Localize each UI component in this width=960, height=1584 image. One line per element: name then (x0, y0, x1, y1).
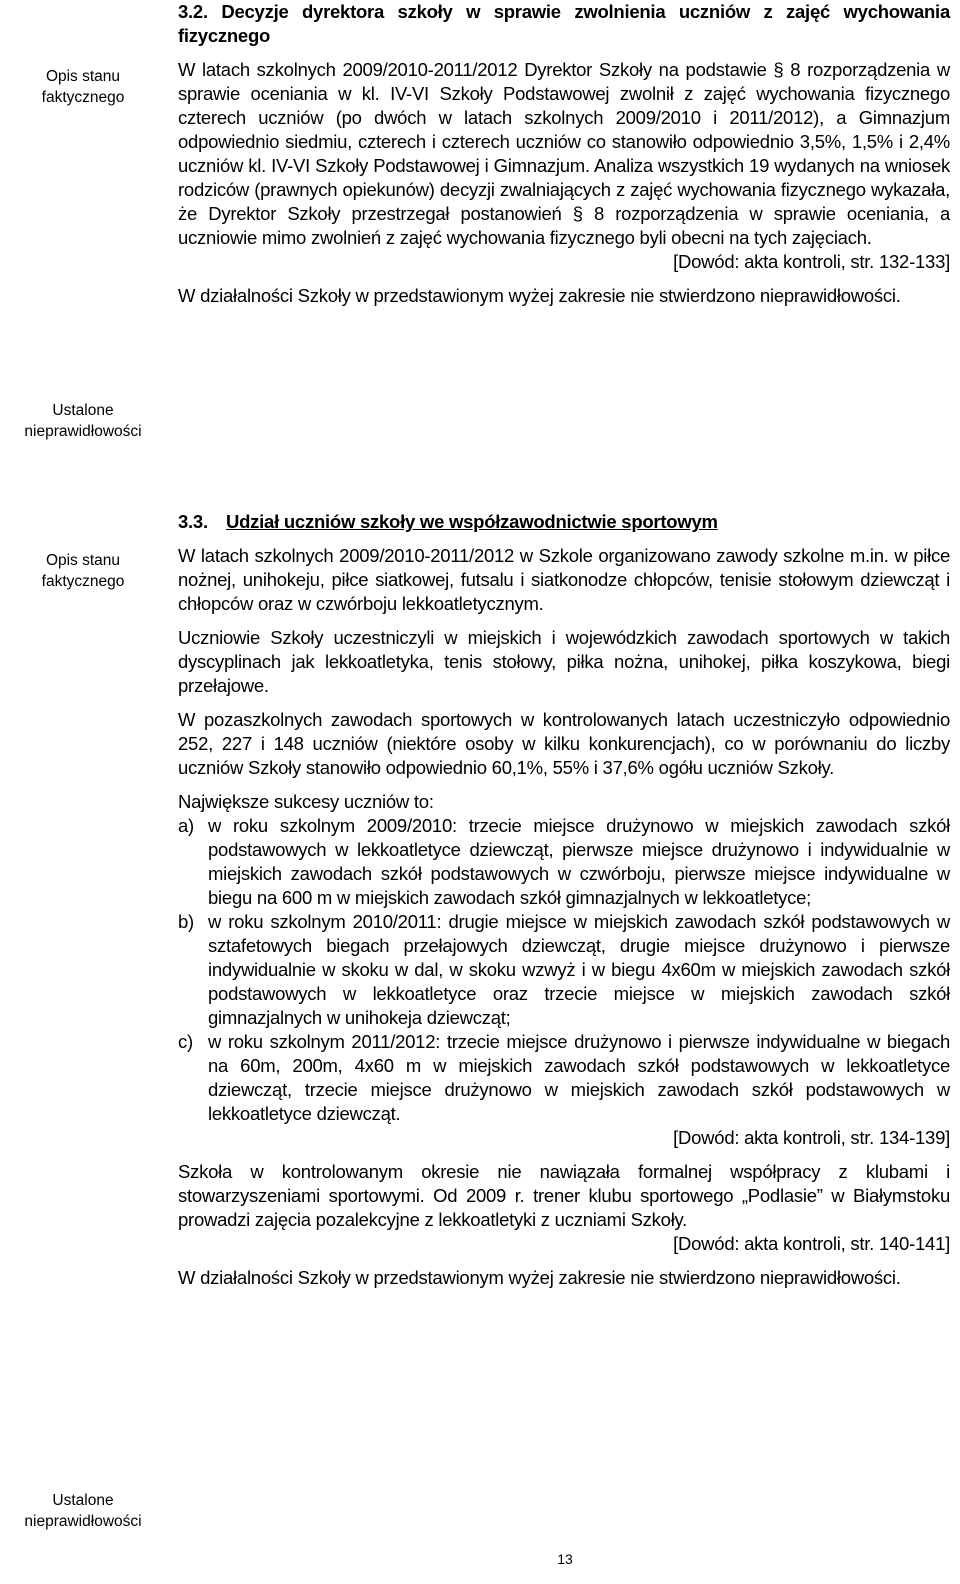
list-item (178, 1030, 950, 1126)
section-3-2 (178, 0, 950, 308)
paragraph: Szkoła w kontrolowanym okresie nie nawiązała formalnej współpracy z klubami i stowarzyszeniami sportowymi. Od 2009 r. trener klubu sportowego „Podlasie” w Białymstoku prowadzi zajęcia pozalekcyjne z lekkoatletyki z uczniami Szkoły. (178, 1161, 950, 1230)
section-heading (178, 0, 950, 48)
list-item-text: w roku szkolnym 2011/2012: trzecie miejsce drużynowo i pierwsze indywidualne w biegach na 60m, 200m, 4x60 m w miejskich zawodach szkół podstawowych w lekkoatletyce dziewcząt, trzecie miejsce drużynowo w miejskich zawodach szkół podstawowych w lekkoatletyce dziewcząt. (208, 1031, 950, 1124)
section-number: 3.3. (178, 511, 208, 532)
paragraph: W latach szkolnych 2009/2010-2011/2012 w Szkole organizowano zawody szkolne m.in. w piłce nożnej, unihokeju, piłce siatkowej, futsalu i siatkonodze chłopców, tenisie stołowym dziewcząt i chłopców oraz w czwórboju lekkoatletycznym. (178, 545, 950, 614)
margin-label-line: faktycznego (41, 89, 125, 106)
margin-label-line: Ustalone (52, 402, 114, 419)
paragraph: W latach szkolnych 2009/2010-2011/2012 Dyrektor Szkoły na podstawie § 8 rozporządzenia w sprawie oceniania w kl. IV-VI Szkoły Podstawowej zwolnił z zajęć wychowania fizycznego czterech uczniów (po dwóch w latach szkolnych 2009/2010 i 2011/2012), a Gimnazjum odpowiednio siedmiu, czterech i czterech uczniów co stanowiło odpowiednio 3,5%, 1,5% i 2,4% uczniów kl. IV-VI Szkoły Podstawowej i Gimnazjum. Analiza wszystkich 19 wydanych na wniosek rodziców (prawnych opiekunów) decyzji zwalniających z zajęć wychowania fizycznego wykazała, że Dyrektor Szkoły przestrzegał postanowień § 8 rozporządzenia w sprawie oceniania, a uczniowie mimo zwolnień z zajęć wychowania fizycznego byli obecni na tych zajęciach. (178, 59, 950, 248)
list-intro: Największe sukcesy uczniów to: (178, 791, 434, 812)
section-title: Udział uczniów szkoły we współzawodnictwie sportowym (226, 511, 718, 532)
findings-paragraph: W działalności Szkoły w przedstawionym wyżej zakresie nie stwierdzono nieprawidłowości. (178, 1267, 901, 1288)
section-heading (178, 510, 950, 534)
paragraph: Uczniowie Szkoły uczestniczyli w miejskich i wojewódzkich zawodach sportowych w takich dyscyplinach jak lekkoatletyka, tenis stołowy, piłka nożna, unihokej, piłka koszykowa, biegi przełajowe. (178, 627, 950, 696)
evidence-reference: [Dowód: akta kontroli, str. 134-139] (673, 1127, 950, 1148)
margin-label-opis-stanu (0, 66, 166, 108)
findings-paragraph: W działalności Szkoły w przedstawionym wyżej zakresie nie stwierdzono nieprawidłowości. (178, 285, 901, 306)
evidence-reference: [Dowód: akta kontroli, str. 140-141] (673, 1233, 950, 1254)
list-marker: b) (178, 911, 194, 932)
evidence-reference: [Dowód: akta kontroli, str. 132-133] (673, 251, 950, 272)
list-item (178, 910, 950, 1030)
section-title: Decyzje dyrektora szkoły w sprawie zwolnienia uczniów z zajęć wychowania fizycznego (178, 1, 950, 46)
page-number: 13 (557, 1551, 573, 1567)
list-item-text: w roku szkolnym 2009/2010: trzecie miejsce drużynowo w miejskich zawodach szkół podstawowych w lekkoatletyce dziewcząt, pierwsze miejsce drużynowo i indywidualnie w miejskich zawodach szkół podstawowych w czwórboju, pierwsze miejsce indywidualne w biegu na 600 m w miejskich zawodach szkół gimnazjalnych w lekkoatletyce; (208, 815, 950, 908)
margin-label-ustalone-2 (0, 1490, 166, 1532)
section-3-3 (178, 510, 950, 1290)
list-marker: c) (178, 1031, 193, 1052)
margin-label-opis-stanu-2 (0, 550, 166, 592)
margin-label-ustalone (0, 400, 166, 442)
margin-label-line: Ustalone (52, 1492, 114, 1509)
list-item-text: w roku szkolnym 2010/2011: drugie miejsce w miejskich zawodach szkół podstawowych w sztafetowych biegach przełajowych dziewcząt, drugie miejsce drużynowo i pierwsze indywidualnie w skoku w dal, w skoku wzwyż i w biegu 4x60m w miejskich zawodach szkół podstawowych w lekkoatletyce oraz trzecie miejsce w miejskich zawodach szkół gimnazjalnych w unihokeja dziewcząt; (208, 911, 950, 1028)
margin-label-line: Opis stanu (45, 552, 121, 569)
margin-label-line: nieprawidłowości (24, 1513, 142, 1530)
margin-label-line: faktycznego (41, 573, 125, 590)
margin-label-line: Opis stanu (45, 68, 121, 85)
list-marker: a) (178, 815, 194, 836)
section-number: 3.2. (178, 1, 208, 22)
margin-label-line: nieprawidłowości (24, 423, 142, 440)
list-item (178, 814, 950, 910)
paragraph: W pozaszkolnych zawodach sportowych w kontrolowanych latach uczestniczyło odpowiednio 252, 227 i 148 uczniów (niektóre osoby w kilku konkurencjach), co w porównaniu do liczby uczniów Szkoły stanowiło odpowiednio 60,1%, 55% i 37,6% ogółu uczniów Szkoły. (178, 709, 950, 778)
